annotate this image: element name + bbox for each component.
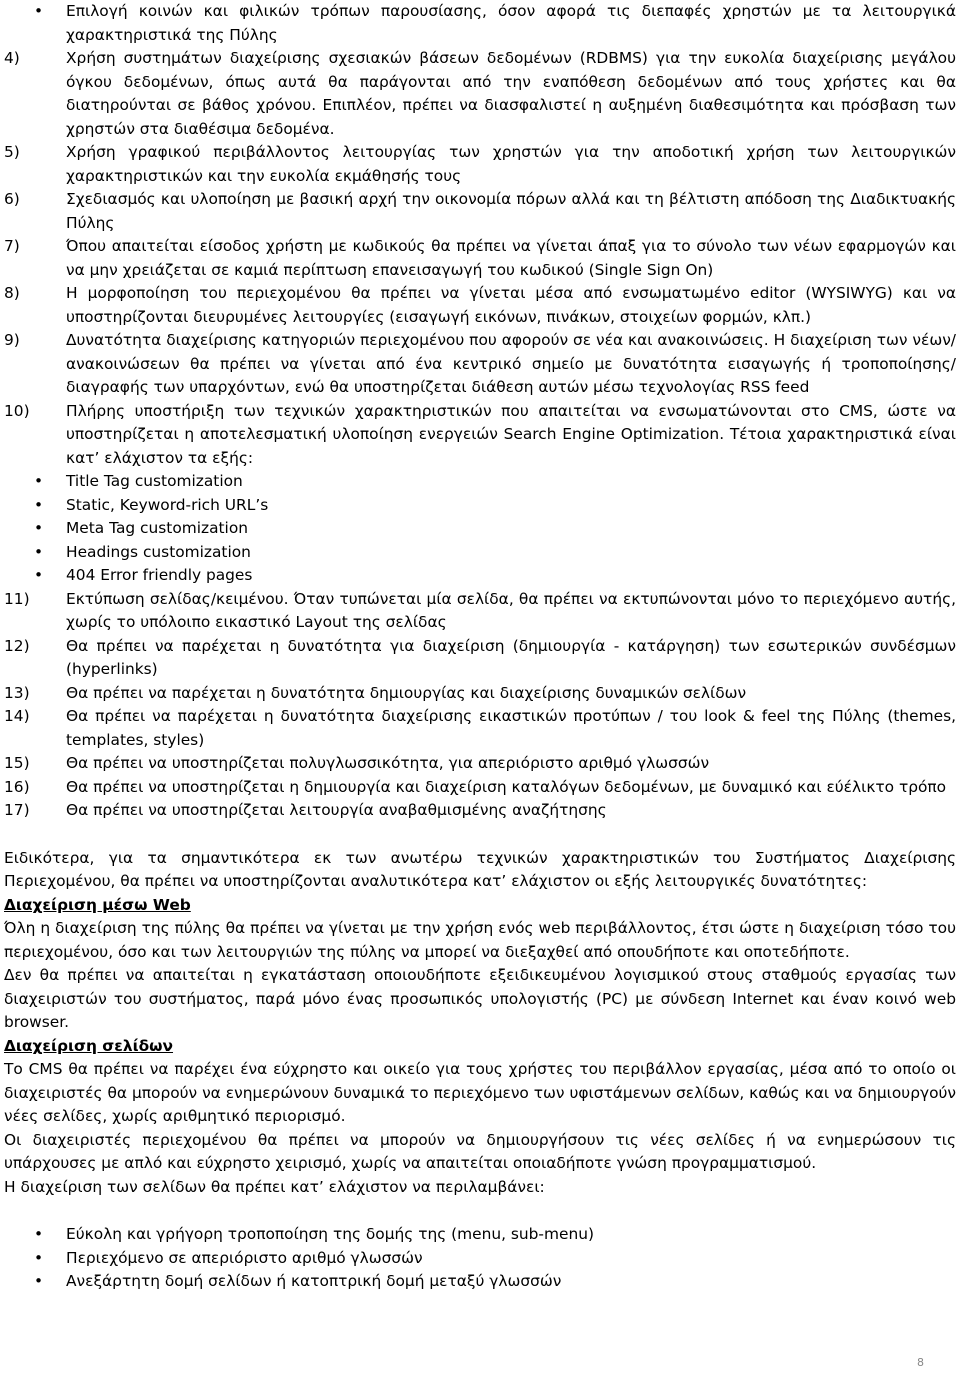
intro-paragraph: Ειδικότερα, για τα σημαντικότερα εκ των ανωτέρω τεχνικών χαρακτηριστικών του Συστήματος Διαχείρισης Περιεχομένου, θα πρέπει να υποστηρίζονται αναλυτικότερα κατ’ ελάχιστον οι εξής λειτουργικές δυνατότητες: [4, 848, 956, 890]
bullet-marker: • [34, 2, 44, 20]
list-number: 13) [4, 683, 30, 702]
list-item [4, 235, 956, 282]
list-item [4, 588, 956, 635]
list-item [4, 1247, 956, 1271]
list-item-text: Θα πρέπει να υποστηρίζεται η δημιουργία και διαχείριση καταλόγων δεδομένων, με δυναμικό και εύέλικτο τρόπο [66, 777, 947, 796]
list-item [4, 799, 956, 823]
page-number: 8 [917, 1355, 924, 1369]
list-item [4, 752, 956, 776]
list-item [4, 635, 956, 682]
list-item-text: Επιλογή κοινών και φιλικών τρόπων παρουσίασης, όσον αφορά τις διεπαφές χρηστών με τα λειτουργικά χαρακτηριστικά της Πύλης [66, 2, 956, 44]
bullet-marker: • [34, 566, 44, 584]
list-item [4, 564, 956, 588]
list-item [4, 494, 956, 518]
paragraph: Δεν θα πρέπει να απαιτείται η εγκατάσταση οποιουδήποτε εξειδικευμένου λογισμικού στους σταθμούς εργασίας των διαχειριστών του συστήματος, παρά μόνο ένας προσωπικός υπολογιστής (PC) με σύνδεση Internet και έναν κοινό web browser. [4, 966, 956, 1031]
bullet-marker: • [34, 495, 44, 514]
list-item-text: Title Tag customization [66, 472, 243, 490]
list-item-text: Headings customization [66, 542, 251, 561]
list-number: 17) [4, 801, 30, 819]
list-item [4, 1270, 956, 1294]
list-item [4, 517, 956, 541]
list-item [4, 776, 956, 800]
list-number: 10) [4, 401, 30, 420]
list-number: 5) [4, 143, 20, 161]
list-number: 11) [4, 589, 30, 608]
list-item-text: Static, Keyword-rich URL’s [66, 495, 269, 514]
list-item-text: Θα πρέπει να παρέχεται η δυνατότητα δημιουργίας και διαχείρισης δυναμικών σελίδων [66, 683, 747, 702]
list-item [4, 400, 956, 471]
list-item-text: Σχεδιασμός και υλοποίηση με βασική αρχή την οικονομία πόρων αλλά και τη βέλτιστη απόδοση της Διαδικτυακής Πύλης [66, 190, 956, 232]
spacer [4, 823, 956, 847]
list-item [4, 47, 956, 141]
list-item [4, 1223, 956, 1247]
paragraph: Όλη η διαχείριση της πύλης θα πρέπει να γίνεται με την χρήση ενός web περιβάλλοντος, έτσι ώστε η διαχείριση τόσο του περιεχομένου, όσο και των λειτουργιών της πύλης να μπορεί να διεξαχθεί από οπουδήποτε και οποτεδήποτε. [4, 919, 956, 961]
list-item [4, 470, 956, 494]
list-item-text: Χρήση γραφικού περιβάλλοντος λειτουργίας των χρηστών για την αποδοτική χρήση των λειτουργικών χαρακτηριστικών και την ευκολία εκμάθησής τους [66, 143, 956, 185]
list-item-text: Όπου απαιτείται είσοδος χρήστη με κωδικούς θα πρέπει να γίνεται άπαξ για το σύνολο των νέων εφαρμογών και να μην χρειάζεται σε καμιά περίπτωση επανεισαγωγή του κωδικού (Single Sign On) [66, 237, 956, 279]
list-number: 6) [4, 190, 20, 208]
list-item-text: Η μορφοποίηση του περιεχομένου θα πρέπει να γίνεται μέσα από ενσωματωμένο editor (WYSIWYG) και να υποστηρίζονται διευρυμένες λειτουργίες (εισαγωγή εικόνων, πινάκων, στοιχείων φορμών, κλπ.) [66, 284, 956, 326]
bullet-marker: • [34, 1248, 44, 1267]
section-heading-pages: Διαχείριση σελίδων [4, 1036, 174, 1055]
list-item [4, 541, 956, 565]
bullet-marker: • [34, 542, 44, 561]
list-number: 4) [4, 49, 20, 67]
list-item-text: Θα πρέπει να παρέχεται η δυνατότητα για διαχείριση (δημιουργία - κατάργηση) των εσωτερικών συνδέσμων (hyperlinks) [66, 636, 956, 678]
list-item-text: Χρήση συστημάτων διαχείρισης σχεσιακών βάσεων δεδομένων (RDBMS) για την ευκολία διαχείρισης μεγάλου όγκου δεδομένων, όπως αυτά θα παράγονται από την εναπόθεση δεδομένων από τους χρήστες και θα διατηρούνται σε βάθος χρόνου. Επιπλέον, πρέπει να διασφαλιστεί η αυξημένη διαθεσιμότητα και πρόσβαση των χρηστών στα διαθέσιμα δεδομένα. [66, 49, 956, 138]
list-item [4, 282, 956, 329]
list-number: 16) [4, 777, 30, 796]
bullet-marker: • [34, 1225, 44, 1243]
list-item [4, 141, 956, 188]
list-item-text: Θα πρέπει να υποστηρίζεται λειτουργία αναβαθμισμένης αναζήτησης [66, 801, 607, 819]
section-heading-web: Διαχείριση μέσω Web [4, 895, 191, 914]
paragraph: Η διαχείριση των σελίδων θα πρέπει κατ’ ελάχιστον να περιλαμβάνει: [4, 1177, 545, 1196]
list-item-text: Δυνατότητα διαχείρισης κατηγοριών περιεχομένου που αφορούν σε νέα και ανακοινώσεις. Η διαχείριση των νέων/ανακοινώσεων θα πρέπει να γίνεται από ένα κεντρικό σημείο με δυνατότητα εισαγωγής ή τροποποίησης/διαγραφής των υπαρχόντων, ενώ θα υποστηρίζεται διάθεση αυτών μέσω τεχνολογίας RSS feed [66, 331, 956, 396]
list-item [4, 0, 956, 47]
list-item [4, 682, 956, 706]
spacer [4, 1199, 956, 1223]
list-number: 8) [4, 284, 20, 302]
list-number: 15) [4, 754, 30, 772]
bullet-marker: • [34, 472, 44, 490]
document-page [4, 0, 956, 1294]
list-item-text: Θα πρέπει να παρέχεται η δυνατότητα διαχείρισης εικαστικών προτύπων / του look & feel της Πύλης (themes, templates, styles) [66, 707, 956, 749]
list-item-text: Εύκολη και γρήγορη τροποποίηση της δομής της (menu, sub-menu) [66, 1225, 594, 1243]
list-item-text: Περιεχόμενο σε απεριόριστο αριθμό γλωσσών [66, 1248, 423, 1267]
list-item [4, 329, 956, 400]
list-item [4, 705, 956, 752]
list-item-text: 404 Error friendly pages [66, 566, 253, 584]
list-item-text: Εκτύπωση σελίδας/κειμένου. Όταν τυπώνεται μία σελίδα, θα πρέπει να εκτυπώνονται μόνο το περιεχόμενο αυτής, χωρίς το υπόλοιπο εικαστικό Layout της σελίδας [66, 589, 956, 631]
list-number: 12) [4, 636, 30, 655]
list-item-text: Ανεξάρτητη δομή σελίδων ή κατοπτρική δομή μεταξύ γλωσσών [66, 1272, 562, 1290]
list-item-text: Πλήρης υποστήριξη των τεχνικών χαρακτηριστικών που απαιτείται να ενσωματώνονται στο CMS, ώστε να υποστηρίζεται η αποτελεσματική υλοποίηση ενεργειών Search Engine Optimization. Τέτοια χαρακτηριστικά είναι κατ’ ελάχιστον τα εξής: [66, 401, 956, 467]
paragraph: Το CMS θα πρέπει να παρέχει ένα εύχρηστο και οικείο για τους χρήστες του περιβάλλον εργασίας, μέσα από το οποίο οι διαχειριστές θα μπορούν να ενημερώνουν δυναμικά το περιεχόμενο των υφιστάμενων σελίδων, καθώς και να δημιουργούν νέες σελίδες, χωρίς αριθμητικό περιορισμό. [4, 1060, 956, 1125]
list-item [4, 188, 956, 235]
list-number: 9) [4, 331, 20, 349]
list-item-text: Meta Tag customization [66, 519, 248, 537]
bullet-marker: • [34, 1272, 44, 1290]
list-number: 7) [4, 237, 20, 255]
bullet-marker: • [34, 519, 44, 537]
list-number: 14) [4, 707, 30, 725]
list-item-text: Θα πρέπει να υποστηρίζεται πολυγλωσσικότητα, για απεριόριστο αριθμό γλωσσών [66, 754, 710, 772]
paragraph: Οι διαχειριστές περιεχομένου θα πρέπει να μπορούν να δημιουργήσουν τις νέες σελίδες ή να ενημερώσουν τις υπάρχουσες με απλό και εύχρηστο χειρισμό, χωρίς να απαιτείται οποιαδήποτε γνώση προγραμματισμού. [4, 1130, 956, 1172]
